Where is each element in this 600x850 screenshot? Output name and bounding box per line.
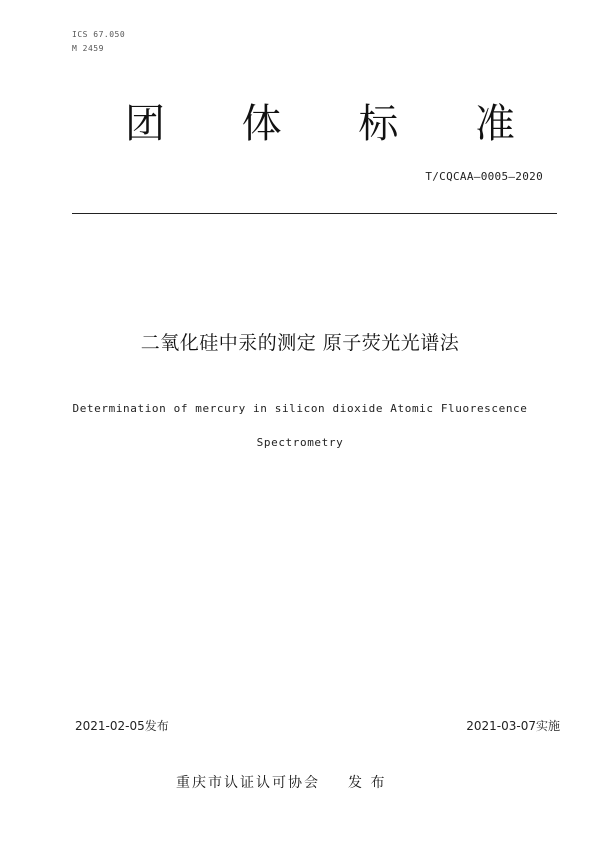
ccs-code: M 2459	[72, 44, 104, 53]
document-title-english-line2: Spectrometry	[256, 436, 344, 449]
publisher-action: 发 布	[348, 775, 387, 791]
title-char-4: 准	[474, 101, 515, 147]
title-char-3: 标	[358, 101, 399, 147]
implementation-date: 2021-03-07实施	[466, 719, 560, 733]
document-title-english-line1: Determination of mercury in silicon dioxide Atomic Fluorescence	[72, 402, 528, 415]
issue-date: 2021-02-05发布	[75, 719, 169, 733]
publisher-line	[176, 772, 386, 792]
ics-code: ICS 67.050	[72, 30, 126, 39]
title-char-2: 体	[241, 101, 282, 147]
standard-number: T/CQCAA—0005—2020	[425, 170, 543, 183]
header-divider	[72, 213, 557, 214]
publisher-name: 重庆市认证认可协会	[176, 775, 320, 791]
standard-category-title	[125, 92, 515, 149]
title-char-1: 团	[125, 101, 165, 147]
document-title-chinese: 二氧化硅中汞的测定 原子荧光光谱法	[140, 332, 460, 354]
